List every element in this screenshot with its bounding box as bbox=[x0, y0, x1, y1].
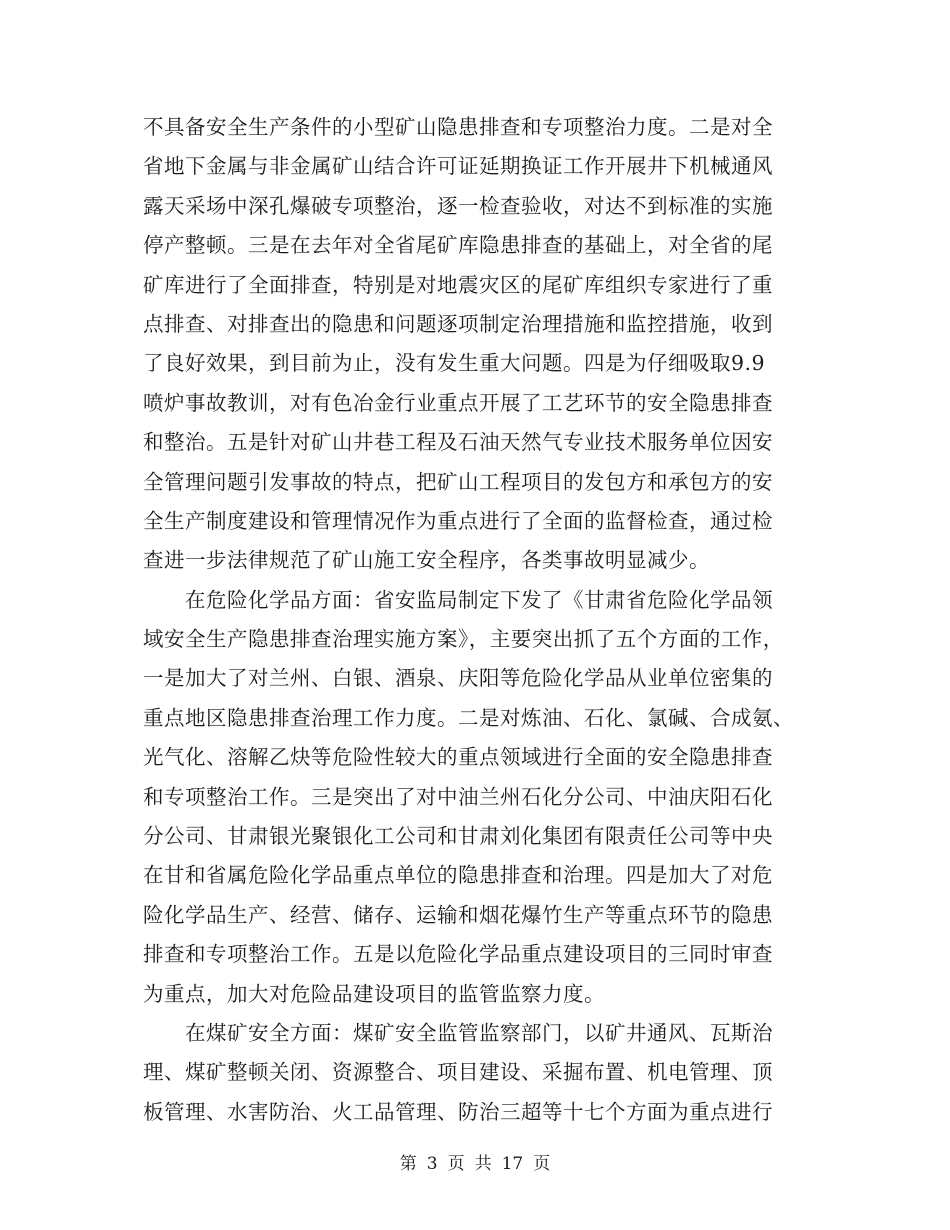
text-line: 了良好效果，到目前为止，没有发生重大问题。四是为仔细吸取9.9 bbox=[143, 351, 766, 376]
total-unit: 页 bbox=[533, 1154, 551, 1174]
text-line: 重点地区隐患排查治理工作力度。二是对炼油、石化、氯碱、合成氨、 bbox=[143, 705, 794, 730]
text-line: 点排查、对排查出的隐患和问题逐项制定治理措施和监控措施，收到 bbox=[143, 311, 773, 336]
text-line: 不具备安全生产条件的小型矿山隐患排查和专项整治力度。二是对全 bbox=[143, 115, 773, 139]
text-line: 一是加大了对兰州、白银、酒泉、庆阳等危险化学品从业单位密集的 bbox=[143, 666, 773, 691]
text-line: 为重点，加大对危险品建设项目的监管监察力度。 bbox=[143, 981, 605, 1006]
total-pages-number: 17 bbox=[501, 1154, 524, 1174]
body-text bbox=[143, 108, 815, 1132]
text-line: 域安全生产隐患排查治理实施方案》，主要突出抓了五个方面的工作， bbox=[143, 627, 784, 652]
paragraph-start-line: 在煤矿安全方面：煤矿安全监管监察部门，以矿井通风、瓦斯治 bbox=[143, 1020, 773, 1045]
text-line: 排查和专项整治工作。五是以危险化学品重点建设项目的三同时审查 bbox=[143, 942, 773, 967]
text-line: 查进一步法律规范了矿山施工安全程序，各类事故明显减少。 bbox=[143, 548, 710, 573]
text-line: 光气化、溶解乙炔等危险性较大的重点领域进行全面的安全隐患排查 bbox=[143, 745, 773, 770]
text-line: 分公司、甘肃银光聚银化工公司和甘肃刘化集团有限责任公司等中央 bbox=[143, 824, 773, 849]
total-word: 共 bbox=[474, 1154, 492, 1174]
paragraph-start-line: 在危险化学品方面：省安监局制定下发了《甘肃省危险化学品领 bbox=[143, 587, 773, 612]
page-footer bbox=[0, 1153, 950, 1175]
text-line: 喷炉事故教训，对有色冶金行业重点开展了工艺环节的安全隐患排查 bbox=[143, 390, 773, 415]
text-line: 矿库进行了全面排查，特别是对地震灾区的尾矿库组织专家进行了重 bbox=[143, 272, 773, 297]
text-line: 和整治。五是针对矿山井巷工程及石油天然气专业技术服务单位因安 bbox=[143, 430, 773, 455]
text-line: 在甘和省属危险化学品重点单位的隐患排查和治理。四是加大了对危 bbox=[143, 863, 773, 888]
text-line: 理、煤矿整顿关闭、资源整合、项目建设、采掘布置、机电管理、顶 bbox=[143, 1060, 773, 1085]
text-line: 停产整顿。三是在去年对全省尾矿库隐患排查的基础上，对全省的尾 bbox=[143, 233, 773, 258]
text-line: 全管理问题引发事故的特点，把矿山工程项目的发包方和承包方的安 bbox=[143, 469, 773, 494]
text-line: 全生产制度建设和管理情况作为重点进行了全面的监督检查，通过检 bbox=[143, 508, 773, 533]
text-line: 省地下金属与非金属矿山结合许可证延期换证工作开展井下机械通风 bbox=[143, 154, 773, 179]
text-line: 和专项整治工作。三是突出了对中油兰州石化分公司、中油庆阳石化 bbox=[143, 784, 773, 809]
page-word: 第 bbox=[399, 1154, 417, 1174]
current-page-number: 3 bbox=[426, 1154, 438, 1174]
text-line: 险化学品生产、经营、储存、运输和烟花爆竹生产等重点环节的隐患 bbox=[143, 902, 773, 927]
text-line: 板管理、水害防治、火工品管理、防治三超等十七个方面为重点进行 bbox=[143, 1099, 773, 1124]
page-unit: 页 bbox=[447, 1154, 465, 1174]
text-line: 露天采场中深孔爆破专项整治，逐一检查验收，对达不到标准的实施 bbox=[143, 193, 773, 218]
